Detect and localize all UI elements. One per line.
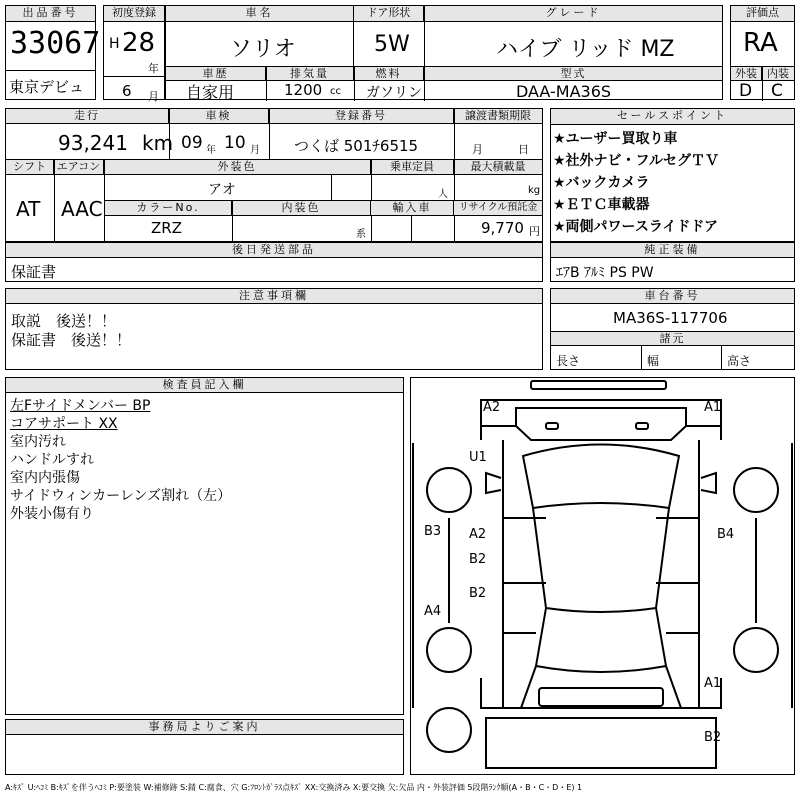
chassis-label: 車台番号	[551, 289, 794, 304]
ext-grade-label: 外装	[731, 67, 762, 81]
int-grade-label: 内装	[762, 67, 794, 81]
lot-number: 33067	[10, 26, 101, 61]
insp-year-unit: 年	[206, 145, 216, 156]
transfer-day-unit: 日	[518, 143, 529, 156]
damage-label: B2	[469, 586, 487, 601]
recycle-unit: 円	[529, 225, 540, 238]
displacement: 1200	[284, 81, 323, 99]
ac: AAC	[61, 197, 103, 221]
inspector-item: 外装小傷有り	[10, 506, 94, 522]
transfer-month-unit: 月	[472, 143, 483, 156]
office-box	[5, 719, 404, 775]
inspection-label: 車検	[169, 109, 269, 124]
score: RA	[743, 28, 778, 58]
fuel: ガソリン	[366, 85, 422, 101]
door-label: ドア形状	[354, 6, 424, 22]
history: 自家用	[186, 83, 235, 102]
inspector-label: 検査員記入欄	[6, 378, 403, 393]
inspector-item: ハンドルすれ	[10, 452, 94, 468]
model: DAA-MA36S	[516, 82, 612, 101]
score-label: 評価点	[731, 6, 794, 22]
selling-points-list	[553, 128, 719, 238]
shift: AT	[16, 197, 41, 221]
inspector-list	[10, 397, 231, 523]
recycle-fee: 9,770	[481, 219, 524, 237]
insp-month-unit: 月	[250, 145, 260, 156]
history-label: 車歴	[166, 67, 266, 81]
year-unit: 年	[148, 62, 159, 75]
inspector-item: 室内内張傷	[10, 470, 80, 486]
inspector-item: 室内汚れ	[10, 434, 66, 450]
score-box	[730, 5, 795, 100]
transfer-label: 譲渡書類期限	[454, 109, 542, 124]
selling-point-item: ★社外ナビ・フルセグＴＶ	[553, 153, 719, 169]
color: アオ	[208, 182, 236, 198]
grade-label: グレード	[425, 6, 722, 22]
model-label: 型式	[425, 67, 722, 81]
note-line: 取説 後送！！	[11, 312, 117, 330]
damage-label: A2	[483, 400, 501, 415]
color-label: 外装色	[104, 160, 371, 175]
plate-label: 登録番号	[269, 109, 454, 124]
selling-point-item: ★ユーザー買取り車	[553, 131, 678, 147]
damage-label: B2	[704, 730, 722, 745]
car-diagram	[410, 377, 795, 775]
note-line: 保証書 後送！！	[11, 331, 132, 349]
int-grade: C	[771, 81, 783, 101]
first-registration-box	[103, 5, 165, 103]
insp-month: 10	[224, 133, 246, 153]
inspector-item: コアサポート XX	[10, 416, 118, 432]
damage-label: B2	[469, 552, 487, 567]
damage-label: B4	[717, 527, 735, 542]
capacity-label: 乗車定員	[371, 160, 454, 175]
damage-label: A1	[704, 400, 722, 415]
era: H	[109, 36, 120, 52]
plate-number: つくば 501ﾁ6515	[294, 137, 419, 155]
int-color-label: 内装色	[232, 201, 371, 216]
import-label: 輸入車	[371, 201, 454, 216]
inspector-item: 左Fサイドメンバー BP	[10, 398, 151, 414]
dim-height: 高さ	[727, 354, 752, 368]
shift-label: シフト	[6, 160, 54, 175]
vehicle-detail-box	[5, 108, 543, 242]
later-parts-value: 保証書	[11, 263, 57, 281]
first-reg-label: 初度登録	[104, 6, 164, 22]
color-no: ZRZ	[151, 219, 182, 237]
dim-width: 幅	[647, 354, 660, 368]
chassis-number: MA36S-117706	[613, 309, 728, 327]
capacity-unit: 人	[438, 189, 448, 200]
notes-label: 注意事項欄	[6, 289, 542, 304]
damage-label: U1	[469, 450, 487, 465]
main-info-box	[165, 5, 723, 100]
load-unit: kg	[528, 185, 541, 196]
equipment-label: 純正装備	[551, 243, 794, 258]
damage-label: A4	[424, 604, 442, 619]
mileage-unit: km	[142, 131, 174, 155]
venue: 東京デビュ	[9, 78, 85, 96]
car-name-label: 車名	[166, 6, 354, 22]
damage-label: A1	[704, 676, 722, 691]
chassis-box	[550, 288, 795, 370]
car-name: ソリオ	[230, 37, 296, 62]
damage-label: B3	[424, 524, 442, 539]
selling-points-label: セールスポイント	[551, 109, 794, 125]
mileage-label: 走行	[6, 109, 169, 124]
selling-point-item: ★両側パワースライドドア	[553, 219, 719, 235]
equipment-value: ｴｱB ｱﾙﾐ PS PW	[556, 265, 654, 281]
fuel-label: 燃料	[354, 67, 424, 81]
displacement-label: 排気量	[266, 67, 354, 81]
int-color-unit: 系	[356, 229, 366, 240]
load-label: 最大積載量	[454, 160, 542, 175]
damage-label: A2	[469, 527, 487, 542]
lot-number-label: 出品番号	[6, 6, 95, 22]
dim-length: 長さ	[556, 354, 581, 368]
recycle-label: リサイクル預託金	[454, 201, 542, 216]
legend-text: A:ｷｽﾞ U:ﾍｺﾐ B:ｷｽﾞを伴うﾍｺﾐ P:要塗装 W:補修跡 S:錆 C:腐食、穴 G:ﾌﾛﾝﾄｶﾞﾗｽ点ｷｽﾞ XX:交換済み X:要交換 欠:欠品 内・外装評価 5段階ﾗﾝｸ順(A・B・C・D・E) 1	[5, 783, 583, 792]
door-type: 5W	[374, 32, 410, 57]
equipment-box	[550, 242, 795, 282]
selling-points-box	[550, 108, 795, 242]
office-label: 事務局よりご案内	[6, 720, 403, 735]
selling-point-item: ★バックカメラ	[553, 175, 650, 191]
reg-year: 28	[122, 28, 156, 58]
insp-year: 09	[181, 133, 203, 153]
notes-box	[5, 288, 543, 370]
selling-point-item: ★ＥＴＣ車載器	[553, 197, 650, 213]
later-parts-label: 後日発送部品	[6, 243, 542, 258]
grade: ハイブ リッド MZ	[496, 37, 675, 62]
lot-number-box	[5, 5, 101, 100]
displacement-unit: cc	[330, 86, 341, 97]
mileage: 93,241	[58, 131, 128, 155]
inspector-item: サイドウィンカーレンズ割れ（左）	[10, 488, 232, 504]
color-no-label: カラーNo.	[105, 201, 232, 216]
dims-label: 諸元	[551, 332, 794, 346]
ac-label: エアコン	[54, 160, 104, 175]
reg-month: 6	[122, 82, 132, 100]
ext-grade: D	[739, 81, 753, 101]
inspector-box	[5, 377, 404, 715]
later-parts-box	[5, 242, 543, 282]
month-unit: 月	[148, 90, 159, 103]
car-outline-svg	[411, 378, 794, 774]
